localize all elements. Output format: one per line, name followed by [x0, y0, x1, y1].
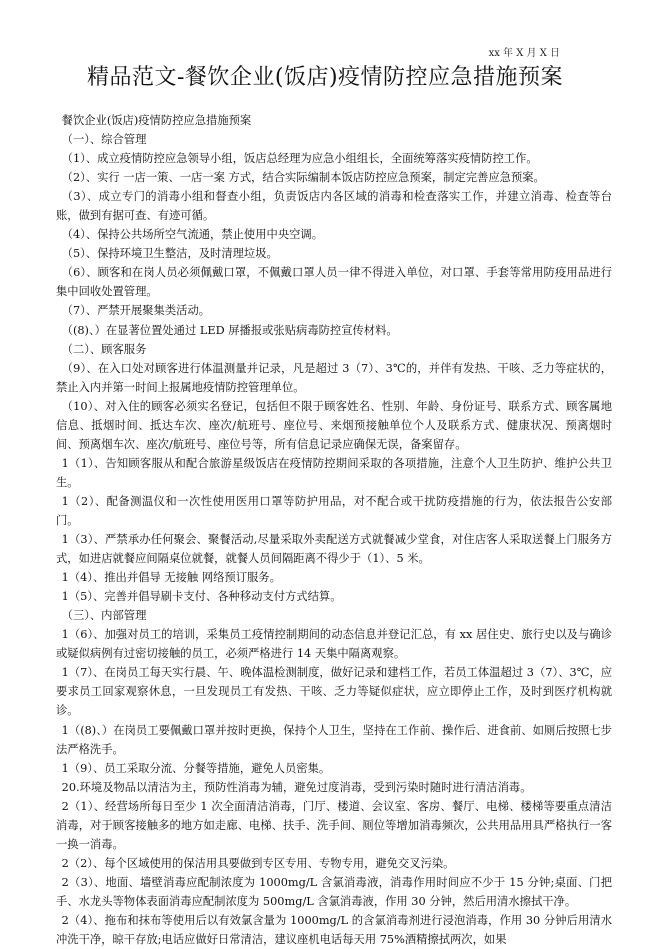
page-title: 精品范文-餐饮企业(饭店)疫情防控应急措施预案	[86, 65, 564, 90]
paragraph: （6）、顾客和在岗人员必须佩戴口罩，不佩戴口罩人员一律不得进入单位，对口罩、手套等常用防疫用品进行集中回收处置管理。	[56, 266, 612, 299]
paragraph: （7）、严禁开展聚集类活动。	[61, 304, 211, 318]
paragraph: 1（6）、加强对员工的培训，采集员工疫情控制期间的动态信息并登记汇总，有 xx 居住史、旅行史以及与确诊或疑似病例有过密切接触的员工，必须严格进行 14 天集中隔离观察。	[56, 628, 612, 661]
paragraph: （一）、综合管理	[61, 133, 147, 147]
paragraph: （1）、成立疫情防控应急领导小组，饭店总经理为应急小组组长，全面统筹落实疫情防控工作。	[61, 152, 538, 166]
paragraph: （9）、在入口处对顾客进行体温测量并记录，凡是超过 3（7）、3℃的，并伴有发热、干咳、乏力等症状的，禁止入内并第一时间上报属地疫情防控管理单位。	[56, 361, 612, 394]
paragraph: （4）、保持公共场所空气流通，禁止使用中央空调。	[61, 228, 324, 242]
paragraph: 1（4）、推出并倡导 无接触 网络预订服务。	[61, 571, 281, 585]
paragraph: 2（3）、地面、墙壁消毒应配制浓度为 1000mg/L 含氯消毒液，消毒作用时间应不少于 15 分钟;桌面、门把手、水龙头等物体表面消毒应配制浓度为 500mg/L 含氯消毒液，作用 30 分钟，然后用清水擦拭干净。	[56, 875, 612, 908]
paragraph: （(8)、）在显著位置处通过 LED 屏播报或张贴病毒防控宣传材料。	[61, 323, 398, 337]
paragraph: 1（9）、员工采取分流、分餐等措施，避免人员密集。	[61, 761, 331, 775]
paragraph: 1（7）、在岗员工每天实行晨、午、晚体温检测制度，做好记录和建档工作，若员工体温超过 3（7）、3℃，应要求员工回家观察休息，一旦发现员工有发热、干咳、乏力等疑似症状，应立即停止工作，及时到医疗机构就诊。	[56, 666, 612, 718]
paragraph: （二）、顾客服务	[61, 342, 147, 356]
document-body	[56, 111, 612, 949]
paragraph: 1（2）、配备测温仪和一次性使用医用口罩等防护用品，对不配合或干扰防疫措施的行为，依法报告公安部门。	[56, 494, 612, 527]
paragraph: 1（3）、严禁承办任何聚会、聚餐活动,尽量采取外卖配送方式就餐减少堂食，对住店客人采取送餐上门服务方式，如进店就餐应间隔桌位就餐，就餐人员间隔距离不得少于（1）、5 米。	[56, 533, 612, 566]
paragraph: 20.环境及物品以清洁为主，预防性消毒为辅，避免过度消毒，受到污染时随时进行清洁消毒。	[61, 780, 532, 794]
paragraph: （2）、实行 一店一策、一店一案 方式，结合实际编制本饭店防控应急预案，制定完善应急预案。	[61, 171, 545, 185]
paragraph: （3）、成立专门的消毒小组和督查小组，负责饭店内各区域的消毒和检查落实工作，并建立消毒、检查等台账，做到有据可查、有迹可循。	[56, 190, 612, 223]
paragraph: 1（(8)、）在岗员工要佩戴口罩并按时更换，保持个人卫生，坚持在工作前、操作后、进食前、如厕后按照七步法严格洗手。	[56, 723, 612, 756]
paragraph: （三）、内部管理	[61, 609, 147, 623]
paragraph: （5）、保持环境卫生整洁，及时清理垃圾。	[61, 247, 278, 261]
paragraph: 餐饮企业(饭店)疫情防控应急措施预案	[61, 114, 252, 127]
paragraph: （10）、对入住的顾客必须实名登记，包括但不限于顾客姓名、性别、年龄、身份证号、联系方式、顾客属地信息、抵烟时间、抵达车次、座次/航班号、座位号、来烟预接触单位个人及联系方式、健康状况、预离烟时间、预离烟车次、座次/航班号、座位号等，所有信息记录应确保无误，备案留存。	[56, 399, 612, 451]
paragraph: 1（5）、完善并倡导刷卡支付、各种移动支付方式结算。	[61, 590, 342, 604]
date-line: xx 年 X 月 X 日	[488, 48, 560, 59]
paragraph: 2（2）、每个区域使用的保洁用具要做到专区专用、专物专用，避免交叉污染。	[61, 856, 455, 870]
paragraph: 2（1）、经营场所每日至少 1 次全面清洁消毒，门厅、楼道、会议室、客房、餐厅、电梯、楼梯等要重点清洁消毒，对于顾客接触多的地方如走廊、电梯、扶手、洗手间、厕位等增加消毒频次，公共用品用具严格执行一客一换一消毒。	[56, 799, 612, 851]
paragraph: 2（4）、拖布和抹布等使用后以有效氯含量为 1000mg/L 的含氯消毒剂进行浸泡消毒，作用 30 分钟后用清水冲洗干净，晾干存放;电话应做好日常清洁，建议座机电话每天用 75%酒精擦拭两次，如果	[56, 913, 612, 947]
paragraph: 1（1）、告知顾客服从和配合旅游星级饭店在疫情防控期间采取的各项措施，注意个人卫生防护、维护公共卫生。	[56, 456, 612, 489]
